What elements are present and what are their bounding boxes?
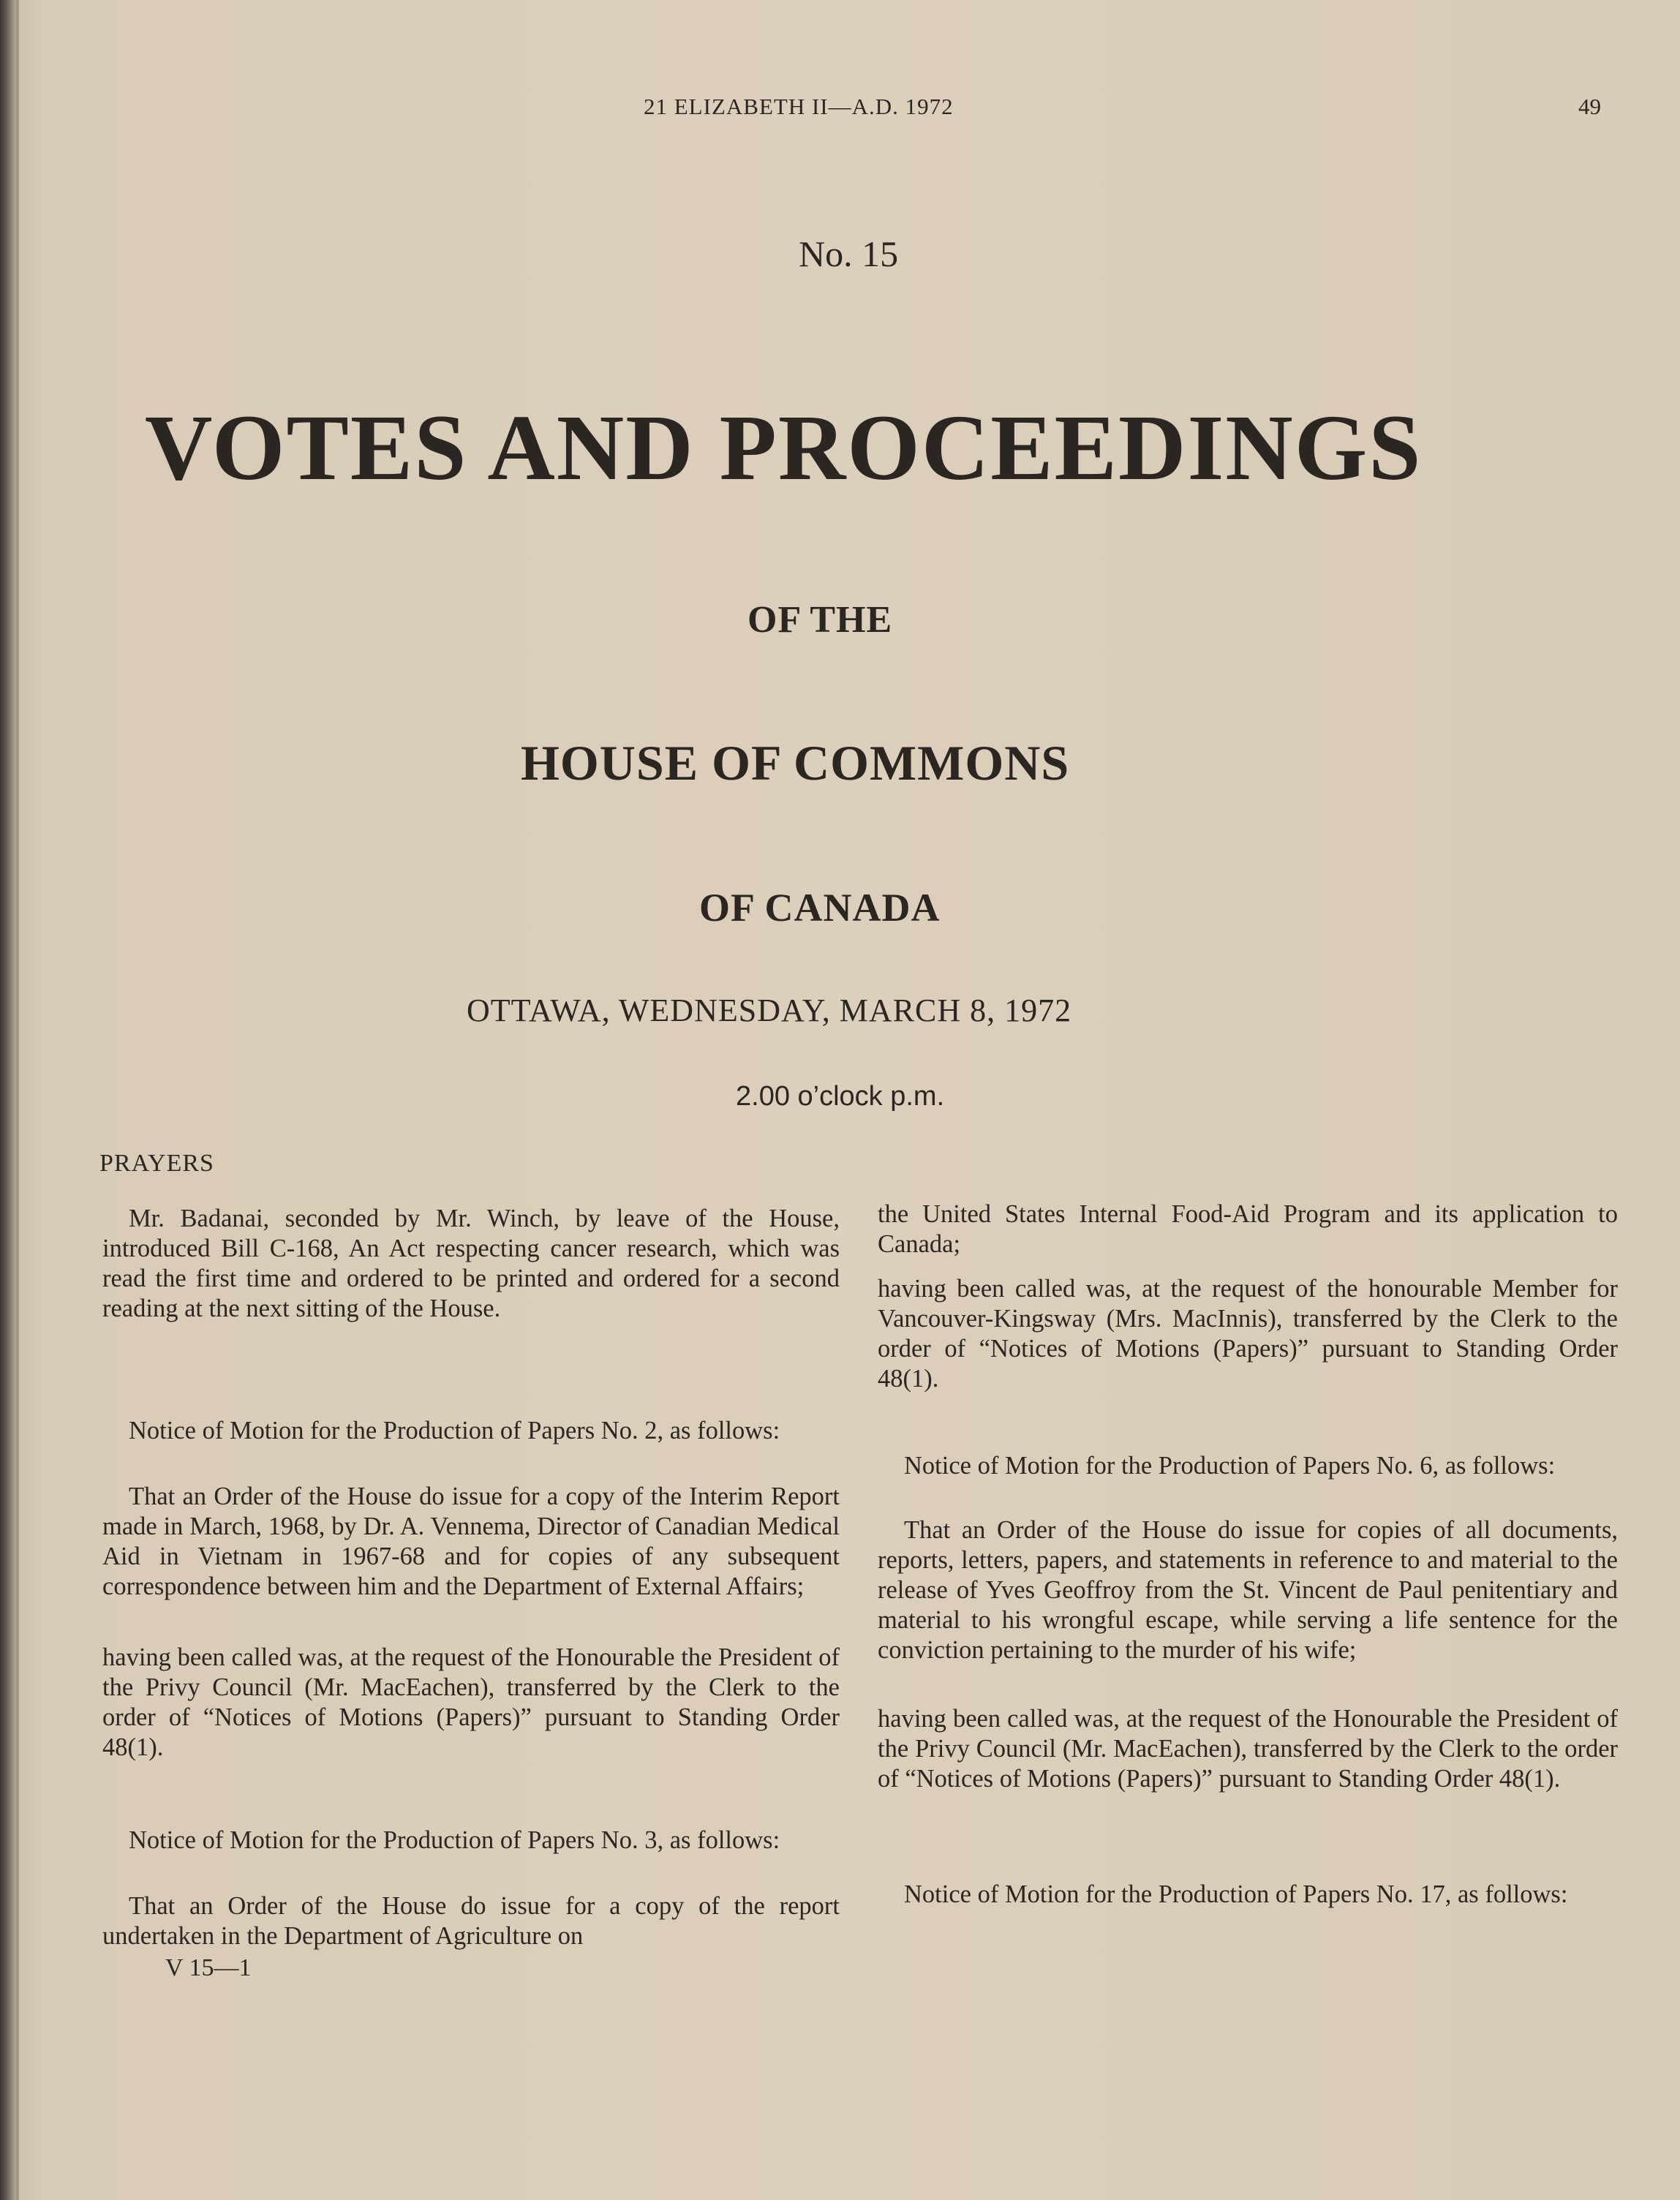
page-number: 49 <box>1578 94 1601 119</box>
paragraph-bill-c168: Mr. Badanai, seconded by Mr. Winch, by leave of the House, introduced Bill C-168, An Act respecting cancer research, which was read the first time and ordered to be printed and ordered for a second reading at the next sitting of the House. <box>102 1205 840 1322</box>
paragraph-papers-no2-body: That an Order of the House do issue for a copy of the Interim Report made in March, 1968, by Dr. A. Vennema, Director of Canadian Medical Aid in Vietnam in 1967-68 and for copies of any subsequent correspondence between him and the Department of External Affairs; <box>102 1483 840 1600</box>
paragraph-papers-no2-called: having been called was, at the request of the Honourable the President of the Privy Council (Mr. MacEachen), transferred by the Clerk to the order of “Notices of Motions (Papers)” pursuant to Standing Order 48(1). <box>102 1643 840 1761</box>
right-column <box>878 1199 1618 1945</box>
issue-number-text: No. 15 <box>799 233 899 274</box>
signature-mark: V 15—1 <box>165 1954 252 1981</box>
paragraph-papers-no3-intro: Notice of Motion for the Production of Papers No. 3, as follows: <box>129 1826 780 1854</box>
subtitle-house-text: HOUSE OF COMMONS <box>521 735 1070 791</box>
prayers-heading: PRAYERS <box>99 1150 214 1177</box>
paragraph-papers-no6-called: having been called was, at the request of the Honourable the President of the Privy Council (Mr. MacEachen), transferred by the Clerk to the order of “Notices of Motions (Papers)” pursuant to Standing Order 48(1). <box>878 1705 1618 1793</box>
paragraph-papers-no2-intro: Notice of Motion for the Production of Papers No. 2, as follows: <box>129 1417 780 1444</box>
paragraph-papers-no3-called: having been called was, at the request of the honourable Member for Vancouver-Kingsway (Mrs. MacInnis), transferred by the Clerk to the order of “Notices of Motions (Papers)” pursuant to Standing Order 48(1). <box>878 1275 1618 1393</box>
paragraph-papers-no6-intro: Notice of Motion for the Production of Papers No. 6, as follows: <box>904 1452 1556 1480</box>
paragraph-papers-no3-body: That an Order of the House do issue for a copy of the report undertaken in the Department of Agriculture on <box>102 1892 840 1950</box>
subtitle-of-the-text: OF THE <box>747 599 893 641</box>
subtitle-of-canada-text: OF CANADA <box>699 886 941 930</box>
paragraph-papers-no17-intro: Notice of Motion for the Production of Papers No. 17, as follows: <box>904 1880 1568 1908</box>
dateline: OTTAWA, WEDNESDAY, MARCH 8, 1972 <box>467 992 1072 1028</box>
main-title-text: VOTES AND PROCEEDINGS <box>145 396 1423 500</box>
paragraph-papers-no6-body: That an Order of the House do issue for copies of all documents, reports, letters, papers, and statements in reference to and material to the release of Yves Geoffroy from the St. Vincent de Paul penitentiary and material to his wrongful escape, while serving a life sentence for the conviction pertaining to the murder of his wife; <box>878 1516 1618 1664</box>
binding-edge <box>16 0 19 2200</box>
running-title: 21 ELIZABETH II—A.D. 1972 <box>644 94 954 119</box>
sitting-time: 2.00 o’clock p.m. <box>736 1081 945 1112</box>
left-column <box>102 1204 840 1986</box>
paragraph-papers-no3-cont: the United States Internal Food-Aid Program and its application to Canada; <box>878 1200 1618 1258</box>
